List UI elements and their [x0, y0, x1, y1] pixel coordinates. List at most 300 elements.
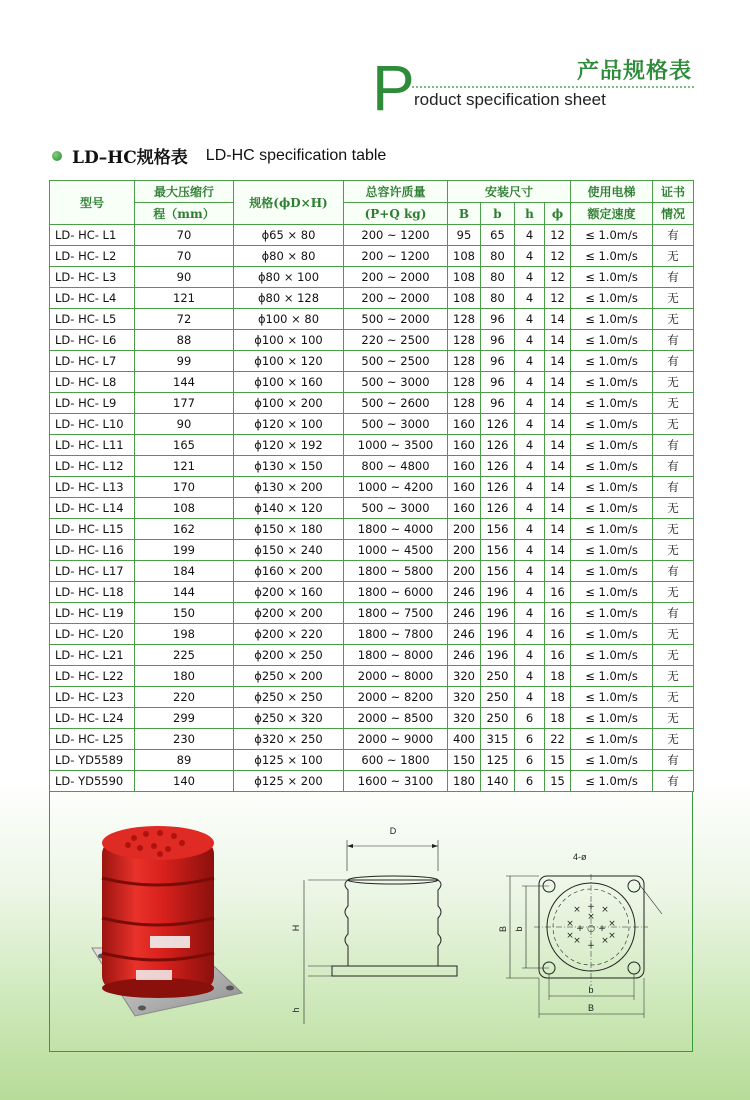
cell-speed: ≤ 1.0m/s: [571, 603, 653, 624]
cell-spec: ϕ250 × 200: [234, 666, 344, 687]
cell-B: 160: [448, 414, 481, 435]
spec-table: [49, 180, 694, 792]
table-row: [50, 414, 694, 435]
table-row: [50, 540, 694, 561]
cell-b: 96: [481, 330, 515, 351]
cell-phi: 16: [545, 645, 571, 666]
cell-mass: 1000 ~ 3500: [344, 435, 448, 456]
top-view-hole-marks: [566, 902, 616, 951]
cell-max-compression: 90: [135, 414, 234, 435]
table-row: [50, 708, 694, 729]
cell-h: 4: [515, 603, 545, 624]
cell-model: LD- HC- L16: [50, 540, 135, 561]
cell-speed: ≤ 1.0m/s: [571, 393, 653, 414]
cell-b: 156: [481, 561, 515, 582]
cell-mass: 600 ~ 1800: [344, 750, 448, 771]
header-install: 安装尺寸: [448, 181, 571, 203]
cell-B: 320: [448, 708, 481, 729]
cell-spec: ϕ150 × 180: [234, 519, 344, 540]
cell-B: 246: [448, 582, 481, 603]
table-row: [50, 498, 694, 519]
cell-B: 128: [448, 351, 481, 372]
cell-cert: 有: [653, 267, 694, 288]
top-dim-b-vertical: b: [514, 926, 524, 932]
cell-speed: ≤ 1.0m/s: [571, 414, 653, 435]
cell-model: LD- HC- L1: [50, 225, 135, 246]
cell-spec: ϕ130 × 150: [234, 456, 344, 477]
cell-spec: ϕ250 × 320: [234, 708, 344, 729]
cell-h: 6: [515, 750, 545, 771]
cell-spec: ϕ160 × 200: [234, 561, 344, 582]
cell-mass: 200 ~ 1200: [344, 246, 448, 267]
svg-text:×: ×: [601, 905, 609, 915]
cell-mass: 1800 ~ 4000: [344, 519, 448, 540]
cell-h: 6: [515, 708, 545, 729]
cell-max-compression: 88: [135, 330, 234, 351]
cell-cert: 无: [653, 645, 694, 666]
cell-b: 80: [481, 267, 515, 288]
svg-text:×: ×: [573, 936, 581, 946]
header-cert-1: 证书: [653, 181, 694, 203]
cell-b: 126: [481, 477, 515, 498]
cell-mass: 1000 ~ 4500: [344, 540, 448, 561]
cell-h: 4: [515, 582, 545, 603]
cell-phi: 14: [545, 456, 571, 477]
header-spec: 规格(ϕD×H): [234, 181, 344, 225]
cell-spec: ϕ100 × 200: [234, 393, 344, 414]
cell-speed: ≤ 1.0m/s: [571, 729, 653, 750]
cell-spec: ϕ150 × 240: [234, 540, 344, 561]
cell-spec: ϕ80 × 128: [234, 288, 344, 309]
cell-cert: 有: [653, 225, 694, 246]
svg-text:×: ×: [601, 936, 609, 946]
table-body: [50, 225, 694, 792]
cell-cert: 无: [653, 393, 694, 414]
cell-speed: ≤ 1.0m/s: [571, 561, 653, 582]
cell-max-compression: 70: [135, 246, 234, 267]
cell-b: 80: [481, 246, 515, 267]
cell-speed: ≤ 1.0m/s: [571, 477, 653, 498]
cell-mass: 500 ~ 2600: [344, 393, 448, 414]
svg-text:+: +: [598, 924, 606, 934]
table-row: [50, 645, 694, 666]
header-max-compression-1: 最大压缩行: [135, 181, 234, 203]
svg-text:×: ×: [608, 919, 616, 929]
table-row: [50, 330, 694, 351]
cell-model: LD- HC- L4: [50, 288, 135, 309]
svg-text:+: +: [587, 941, 595, 951]
top-dim-b-horizontal: b: [588, 985, 594, 995]
cell-mass: 500 ~ 2500: [344, 351, 448, 372]
cell-max-compression: 299: [135, 708, 234, 729]
table-row: [50, 246, 694, 267]
cell-cert: 无: [653, 246, 694, 267]
cell-cert: 无: [653, 372, 694, 393]
cell-cert: 无: [653, 624, 694, 645]
cell-phi: 14: [545, 477, 571, 498]
cell-b: 196: [481, 645, 515, 666]
cell-B: 108: [448, 288, 481, 309]
cell-phi: 14: [545, 435, 571, 456]
cell-b: 96: [481, 393, 515, 414]
cell-max-compression: 140: [135, 771, 234, 792]
cell-max-compression: 144: [135, 372, 234, 393]
cell-speed: ≤ 1.0m/s: [571, 225, 653, 246]
svg-text:+: +: [576, 924, 584, 934]
header-mass-2: (P+Q kg): [344, 203, 448, 225]
cell-model: LD- HC- L25: [50, 729, 135, 750]
cell-spec: ϕ100 × 160: [234, 372, 344, 393]
cell-h: 4: [515, 372, 545, 393]
table-row: [50, 519, 694, 540]
cell-speed: ≤ 1.0m/s: [571, 330, 653, 351]
cell-b: 65: [481, 225, 515, 246]
cell-B: 320: [448, 666, 481, 687]
cell-cert: 无: [653, 687, 694, 708]
cell-mass: 2000 ~ 9000: [344, 729, 448, 750]
cell-model: LD- HC- L18: [50, 582, 135, 603]
cell-speed: ≤ 1.0m/s: [571, 309, 653, 330]
cell-b: 126: [481, 498, 515, 519]
cell-model: LD- HC- L8: [50, 372, 135, 393]
cell-mass: 1800 ~ 7800: [344, 624, 448, 645]
cell-b: 250: [481, 708, 515, 729]
cell-b: 315: [481, 729, 515, 750]
cell-cert: 无: [653, 666, 694, 687]
cell-b: 196: [481, 624, 515, 645]
cell-phi: 14: [545, 414, 571, 435]
cell-model: LD- HC- L17: [50, 561, 135, 582]
cell-h: 4: [515, 246, 545, 267]
cell-h: 6: [515, 771, 545, 792]
cell-B: 160: [448, 498, 481, 519]
cell-speed: ≤ 1.0m/s: [571, 771, 653, 792]
cell-phi: 14: [545, 372, 571, 393]
cell-B: 246: [448, 645, 481, 666]
cell-spec: ϕ100 × 120: [234, 351, 344, 372]
svg-text:×: ×: [608, 931, 616, 941]
cell-phi: 14: [545, 393, 571, 414]
cell-spec: ϕ130 × 200: [234, 477, 344, 498]
cell-phi: 14: [545, 519, 571, 540]
cell-speed: ≤ 1.0m/s: [571, 624, 653, 645]
cell-speed: ≤ 1.0m/s: [571, 288, 653, 309]
cell-cert: 无: [653, 288, 694, 309]
cell-b: 250: [481, 666, 515, 687]
cell-speed: ≤ 1.0m/s: [571, 498, 653, 519]
top-dim-B-horizontal: B: [587, 1003, 595, 1013]
cell-phi: 16: [545, 582, 571, 603]
cell-max-compression: 89: [135, 750, 234, 771]
cell-mass: 220 ~ 2500: [344, 330, 448, 351]
cell-model: LD- YD5590: [50, 771, 135, 792]
cell-b: 156: [481, 519, 515, 540]
cell-B: 200: [448, 519, 481, 540]
cell-B: 246: [448, 603, 481, 624]
cell-max-compression: 150: [135, 603, 234, 624]
cell-phi: 18: [545, 687, 571, 708]
cell-speed: ≤ 1.0m/s: [571, 687, 653, 708]
cell-B: 200: [448, 540, 481, 561]
cell-cert: 无: [653, 498, 694, 519]
cell-max-compression: 144: [135, 582, 234, 603]
cell-model: LD- HC- L14: [50, 498, 135, 519]
cell-cert: 有: [653, 477, 694, 498]
cell-max-compression: 162: [135, 519, 234, 540]
cell-mass: 1600 ~ 3100: [344, 771, 448, 792]
cell-h: 4: [515, 666, 545, 687]
cell-phi: 14: [545, 540, 571, 561]
cell-B: 128: [448, 393, 481, 414]
cell-h: 4: [515, 498, 545, 519]
cell-max-compression: 225: [135, 645, 234, 666]
cell-speed: ≤ 1.0m/s: [571, 372, 653, 393]
cell-phi: 14: [545, 309, 571, 330]
cell-max-compression: 121: [135, 288, 234, 309]
cell-phi: 14: [545, 330, 571, 351]
cell-spec: ϕ200 × 250: [234, 645, 344, 666]
cell-h: 4: [515, 687, 545, 708]
side-dim-H: H: [291, 924, 301, 932]
cell-mass: 500 ~ 3000: [344, 372, 448, 393]
cell-b: 96: [481, 351, 515, 372]
cell-B: 150: [448, 750, 481, 771]
cell-model: LD- HC- L9: [50, 393, 135, 414]
cell-b: 126: [481, 456, 515, 477]
cell-phi: 16: [545, 624, 571, 645]
cell-mass: 1800 ~ 8000: [344, 645, 448, 666]
cell-mass: 2000 ~ 8500: [344, 708, 448, 729]
cell-model: LD- HC- L2: [50, 246, 135, 267]
cell-h: 4: [515, 477, 545, 498]
table-row: [50, 309, 694, 330]
cell-h: 4: [515, 267, 545, 288]
side-dim-D: D: [389, 826, 397, 836]
table-row: [50, 561, 694, 582]
cell-h: 6: [515, 729, 545, 750]
cell-speed: ≤ 1.0m/s: [571, 582, 653, 603]
cell-mass: 2000 ~ 8000: [344, 666, 448, 687]
cell-spec: ϕ80 × 100: [234, 267, 344, 288]
top-dim-B-vertical: B: [498, 925, 508, 933]
cell-model: LD- HC- L5: [50, 309, 135, 330]
cell-spec: ϕ125 × 200: [234, 771, 344, 792]
cell-phi: 15: [545, 771, 571, 792]
cell-phi: 12: [545, 246, 571, 267]
cell-phi: 16: [545, 603, 571, 624]
cell-mass: 2000 ~ 8200: [344, 687, 448, 708]
cell-speed: ≤ 1.0m/s: [571, 351, 653, 372]
cell-cert: 无: [653, 729, 694, 750]
svg-text:×: ×: [566, 931, 574, 941]
svg-text:○: ○: [587, 924, 595, 934]
cell-B: 128: [448, 309, 481, 330]
svg-text:×: ×: [573, 905, 581, 915]
cell-spec: ϕ140 × 120: [234, 498, 344, 519]
cell-model: LD- HC- L19: [50, 603, 135, 624]
cell-h: 4: [515, 288, 545, 309]
cell-mass: 200 ~ 2000: [344, 267, 448, 288]
table-row: [50, 687, 694, 708]
cell-b: 196: [481, 603, 515, 624]
cell-spec: ϕ80 × 80: [234, 246, 344, 267]
cell-B: 128: [448, 372, 481, 393]
cell-h: 4: [515, 519, 545, 540]
cell-model: LD- HC- L23: [50, 687, 135, 708]
table-header-row: [50, 181, 694, 203]
cell-h: 4: [515, 624, 545, 645]
table-row: [50, 225, 694, 246]
cell-cert: 无: [653, 309, 694, 330]
cell-model: LD- HC- L24: [50, 708, 135, 729]
table-row: [50, 372, 694, 393]
table-row: [50, 729, 694, 750]
table-row: [50, 750, 694, 771]
cell-mass: 200 ~ 2000: [344, 288, 448, 309]
header-model: 型号: [50, 181, 135, 225]
cell-mass: 500 ~ 3000: [344, 498, 448, 519]
cell-max-compression: 199: [135, 540, 234, 561]
cell-model: LD- HC- L13: [50, 477, 135, 498]
cell-cert: 无: [653, 708, 694, 729]
cell-h: 4: [515, 435, 545, 456]
cell-b: 140: [481, 771, 515, 792]
cell-max-compression: 177: [135, 393, 234, 414]
cell-spec: ϕ200 × 160: [234, 582, 344, 603]
cell-B: 180: [448, 771, 481, 792]
cell-speed: ≤ 1.0m/s: [571, 645, 653, 666]
cell-cert: 有: [653, 771, 694, 792]
header-col-B: B: [448, 203, 481, 225]
cell-speed: ≤ 1.0m/s: [571, 435, 653, 456]
cell-spec: ϕ200 × 220: [234, 624, 344, 645]
cell-h: 4: [515, 351, 545, 372]
cell-max-compression: 121: [135, 456, 234, 477]
cell-model: LD- YD5589: [50, 750, 135, 771]
cell-cert: 有: [653, 603, 694, 624]
cell-cert: 有: [653, 750, 694, 771]
table-row: [50, 582, 694, 603]
cell-mass: 800 ~ 4800: [344, 456, 448, 477]
header-speed-1: 使用电梯: [571, 181, 653, 203]
cell-max-compression: 198: [135, 624, 234, 645]
side-view-drawing: [304, 840, 457, 1024]
cell-max-compression: 90: [135, 267, 234, 288]
cell-spec: ϕ250 × 250: [234, 687, 344, 708]
cell-phi: 18: [545, 708, 571, 729]
cell-max-compression: 99: [135, 351, 234, 372]
cell-cert: 无: [653, 519, 694, 540]
cell-h: 4: [515, 645, 545, 666]
cell-spec: ϕ320 × 250: [234, 729, 344, 750]
table-row: [50, 666, 694, 687]
section-title-en: LD-HC specification table: [205, 146, 387, 164]
cell-b: 156: [481, 540, 515, 561]
side-dim-h: h: [291, 1007, 301, 1013]
cell-h: 4: [515, 393, 545, 414]
cell-B: 320: [448, 687, 481, 708]
cell-phi: 12: [545, 288, 571, 309]
cell-max-compression: 184: [135, 561, 234, 582]
table-row: [50, 267, 694, 288]
cell-speed: ≤ 1.0m/s: [571, 267, 653, 288]
cell-cert: 无: [653, 414, 694, 435]
table-subheader-row: [50, 203, 694, 225]
cell-spec: ϕ100 × 80: [234, 309, 344, 330]
cell-spec: ϕ125 × 100: [234, 750, 344, 771]
cell-speed: ≤ 1.0m/s: [571, 708, 653, 729]
svg-text:+: +: [587, 902, 595, 912]
cell-model: LD- HC- L6: [50, 330, 135, 351]
cell-phi: 12: [545, 267, 571, 288]
cell-h: 4: [515, 540, 545, 561]
cell-max-compression: 180: [135, 666, 234, 687]
cell-mass: 500 ~ 2000: [344, 309, 448, 330]
cell-model: LD- HC- L22: [50, 666, 135, 687]
cell-b: 80: [481, 288, 515, 309]
figure-area: [50, 788, 692, 1051]
cell-B: 128: [448, 330, 481, 351]
cell-mass: 200 ~ 1200: [344, 225, 448, 246]
cell-b: 196: [481, 582, 515, 603]
cell-spec: ϕ100 × 100: [234, 330, 344, 351]
cell-spec: ϕ120 × 192: [234, 435, 344, 456]
cell-b: 125: [481, 750, 515, 771]
cell-h: 4: [515, 456, 545, 477]
cell-phi: 18: [545, 666, 571, 687]
cell-B: 108: [448, 267, 481, 288]
table-row: [50, 351, 694, 372]
header-cert-2: 情况: [653, 203, 694, 225]
header-mass-1: 总容许质量: [344, 181, 448, 203]
table-row: [50, 288, 694, 309]
cell-speed: ≤ 1.0m/s: [571, 666, 653, 687]
cell-model: LD- HC- L11: [50, 435, 135, 456]
cell-model: LD- HC- L21: [50, 645, 135, 666]
cell-spec: ϕ65 × 80: [234, 225, 344, 246]
cell-spec: ϕ200 × 200: [234, 603, 344, 624]
table-row: [50, 435, 694, 456]
table-row: [50, 603, 694, 624]
cell-speed: ≤ 1.0m/s: [571, 456, 653, 477]
cell-max-compression: 170: [135, 477, 234, 498]
cell-B: 108: [448, 246, 481, 267]
cell-model: LD- HC- L12: [50, 456, 135, 477]
cell-phi: 22: [545, 729, 571, 750]
header-dotted-rule: [412, 86, 694, 88]
cell-phi: 14: [545, 351, 571, 372]
buffer-photo: [92, 826, 242, 1016]
cell-model: LD- HC- L3: [50, 267, 135, 288]
cell-cert: 有: [653, 435, 694, 456]
header-title-cn: 产品规格表: [576, 58, 692, 84]
cell-phi: 12: [545, 225, 571, 246]
section-title-cn: LD–HC规格表: [72, 148, 188, 168]
cell-B: 160: [448, 456, 481, 477]
top-view-drawing: [506, 874, 662, 1018]
cell-cert: 无: [653, 582, 694, 603]
cell-mass: 1800 ~ 5800: [344, 561, 448, 582]
cell-b: 126: [481, 435, 515, 456]
cell-mass: 1000 ~ 4200: [344, 477, 448, 498]
cell-cert: 有: [653, 456, 694, 477]
cell-b: 250: [481, 687, 515, 708]
cell-h: 4: [515, 561, 545, 582]
cell-B: 200: [448, 561, 481, 582]
svg-text:×: ×: [587, 912, 595, 922]
header-col-h: h: [515, 203, 545, 225]
cell-speed: ≤ 1.0m/s: [571, 519, 653, 540]
